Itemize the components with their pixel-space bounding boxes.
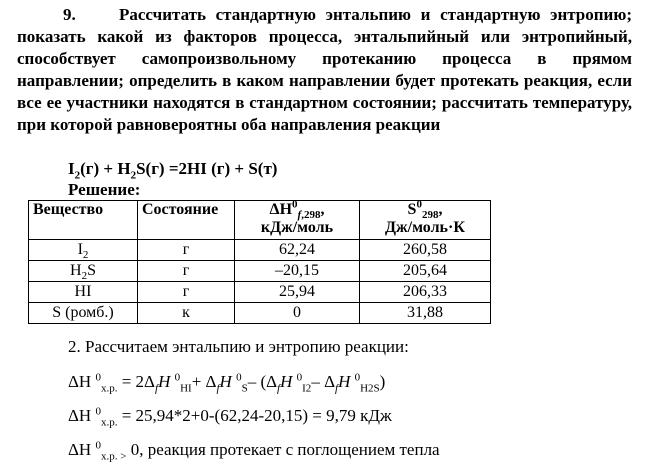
problem-number: 9. [63,5,76,24]
enthalpy-formula: ΔH $^0_{х.р.} = 2\Delta_fH$ $^0_{HI}+ \Delta_fH$ $^0_S$– ($\Delta_fH$ $^0_{I2}$– $\Delta_fH$ $^0_{H2S}$) [68,371,386,395]
enthalpy-calculation: ΔH $^0_{х.р.}$ = 25,94*2+0-(62,24-20,15) = 9,79 кДж [68,405,392,429]
enthalpy-unit: кДж/моль [260,219,334,236]
problem-statement [17,4,632,136]
reaction-equation: $I_2(г) + H_2S(г) =2HI$ (г) + S(т) [68,159,278,182]
table-row [29,240,491,261]
header-substance: Вещество [29,201,138,240]
solution-label: Решение: [68,180,141,199]
cell-state: г [138,282,235,303]
cell-substance: $I_2$ [29,240,138,261]
cell-enthalpy: 25,94 [235,282,360,303]
header-enthalpy: $\Delta H^0_{f,298}$, кДж/моль [235,201,360,240]
header-state: Состояние [138,201,235,240]
cell-entropy: 206,33 [360,282,491,303]
thermo-data-table [28,200,491,324]
cell-substance: S (ромб.) [29,303,138,324]
enthalpy-conclusion: ΔH $^0_{х.р. >}$ 0, реакция протекает с поглощением тепла [68,439,440,463]
cell-enthalpy: 62,24 [235,240,360,261]
entropy-unit: Дж/моль·К [385,219,465,236]
cell-enthalpy: 0 [235,303,360,324]
cell-substance: $H_2S$ [29,261,138,282]
header-entropy: $S^0_{298}$, Дж/моль·К [360,201,491,240]
table-row [29,303,491,324]
step-2-heading: 2. Рассчитаем энтальпию и энтропию реакции: [68,337,409,356]
problem-text: Рассчитать стандартную энтальпию и стандартную энтропию; показать какой из факторов процесса, энтальпийный или энтропийный, способствует самопроизвольному протеканию процесса в прямом направлении; определить в каком направлении будет протекать реакция, если все ее участники находятся в стандартном состоянии; рассчитать температуру, при которой равновероятны оба направления реакции [17,5,632,134]
cell-entropy: 260,58 [360,240,491,261]
cell-state: г [138,261,235,282]
cell-enthalpy: –20,15 [235,261,360,282]
cell-state: к [138,303,235,324]
cell-state: г [138,240,235,261]
cell-substance: HI [29,282,138,303]
cell-entropy: 205,64 [360,261,491,282]
table-row [29,282,491,303]
cell-entropy: 31,88 [360,303,491,324]
enthalpy-calc-text: = 25,94*2+0-(62,24-20,15) = 9,79 кДж [117,406,392,425]
enthalpy-conclusion-text: 0, реакция протекает с поглощением тепла [126,440,440,459]
table-row [29,261,491,282]
